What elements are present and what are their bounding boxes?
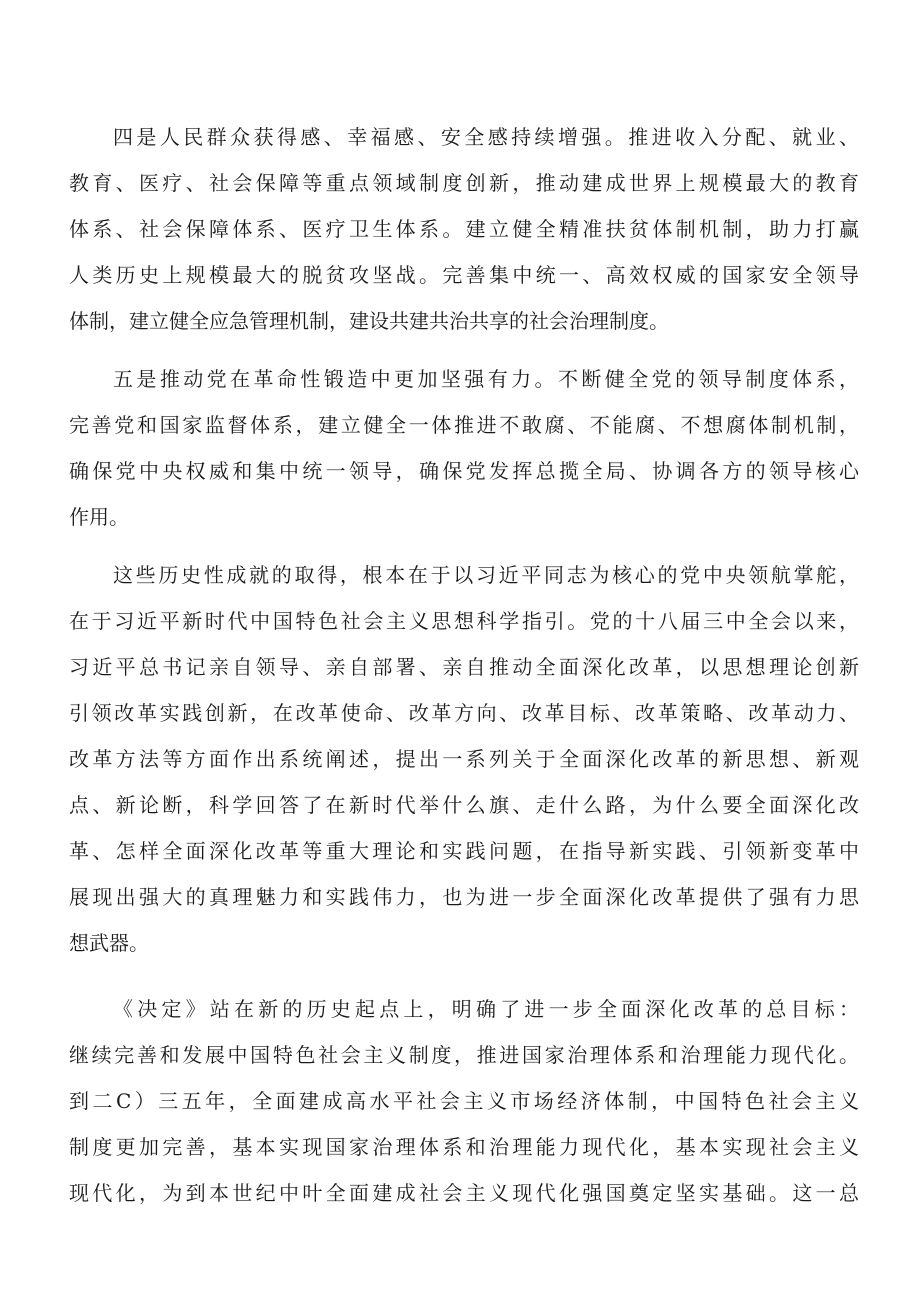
text-line: 展现出强大的真理魅力和实践伟力，也为进一步全面深化改革提供了强有力思	[69, 885, 859, 909]
text-line: 体制，建立健全应急管理机制，建设共建共治共享的社会治理制度。	[69, 309, 669, 333]
text-line: 五是推动党在革命性锻造中更加坚强有力。不断健全党的领导制度体系，	[113, 367, 859, 391]
text-line: 改革方法等方面作出系统阐述，提出一系列关于全面深化改革的新思想、新观	[69, 747, 859, 771]
text-line: 习近平总书记亲自领导、亲自部署、亲自推动全面深化改革，以思想理论创新	[69, 655, 859, 679]
text-line: 想武器。	[69, 931, 149, 955]
text-line: 革、怎样全面深化改革等重大理论和实践问题，在指导新实践、引领新变革中	[69, 839, 859, 863]
text-line: 到二C）三五年，全面建成高水平社会主义市场经济体制，中国特色社会主义	[69, 1089, 859, 1113]
text-line: 这些历史性成就的取得，根本在于以习近平同志为核心的党中央领航掌舵，	[113, 563, 859, 587]
text-line: 在于习近平新时代中国特色社会主义思想科学指引。党的十八届三中全会以来，	[69, 609, 859, 633]
text-line: 点、新论断，科学回答了在新时代举什么旗、走什么路，为什么要全面深化改	[69, 793, 859, 817]
text-line: 确保党中央权威和集中统一领导，确保党发挥总揽全局、协调各方的领导核心	[69, 459, 859, 483]
text-line: 教育、医疗、社会保障等重点领域制度创新，推动建成世界上规模最大的教育	[69, 171, 859, 195]
text-line: 完善党和国家监督体系，建立健全一体推进不敢腐、不能腐、不想腐体制机制，	[69, 413, 859, 437]
document-body	[69, 114, 859, 1216]
text-line: 四是人民群众获得感、幸福感、安全感持续增强。推进收入分配、就业、	[113, 125, 859, 149]
text-line: 制度更加完善，基本实现国家治理体系和治理能力现代化，基本实现社会主义	[69, 1135, 859, 1159]
text-line: 作用。	[69, 505, 129, 529]
text-line: 人类历史上规模最大的脱贫攻坚战。完善集中统一、高效权威的国家安全领导	[69, 263, 859, 287]
text-line: 引领改革实践创新，在改革使命、改革方向、改革目标、改革策略、改革动力、	[69, 701, 859, 725]
text-line: 继续完善和发展中国特色社会主义制度，推进国家治理体系和治理能力现代化。	[69, 1043, 859, 1067]
paragraph-achievement-4	[69, 114, 859, 344]
text-line: 现代化，为到本世纪中叶全面建成社会主义现代化强国奠定坚实基础。这一总	[69, 1181, 859, 1205]
paragraph-decision-goal	[69, 986, 859, 1216]
paragraph-historic-achievements	[69, 552, 859, 966]
text-line: 《决定》站在新的历史起点上，明确了进一步全面深化改革的总目标：	[113, 997, 859, 1021]
paragraph-achievement-5	[69, 356, 859, 540]
text-line: 体系、社会保障体系、医疗卫生体系。建立健全精准扶贫体制机制，助力打赢	[69, 217, 859, 241]
